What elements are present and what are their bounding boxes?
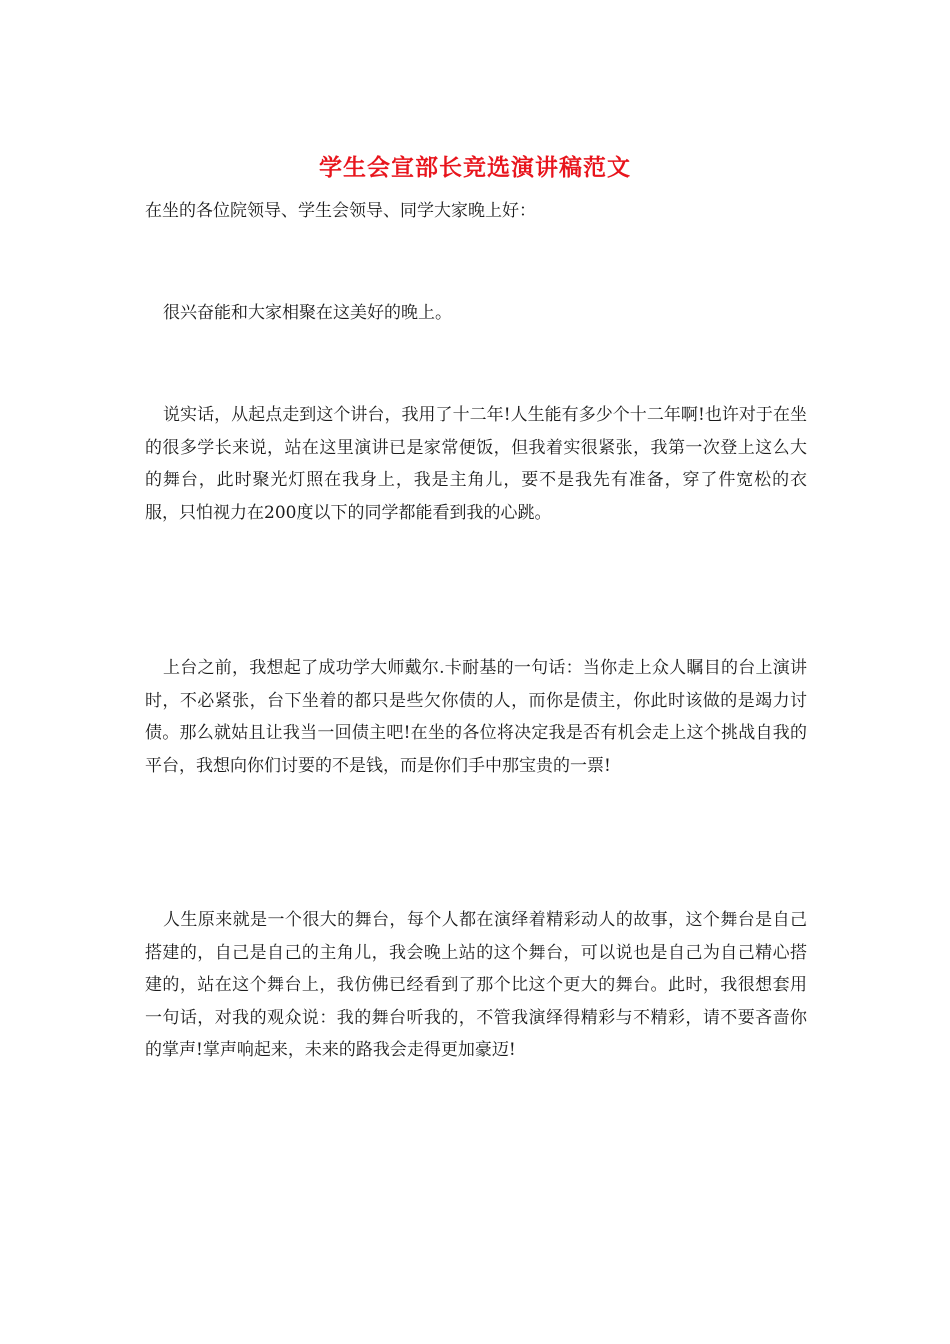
paragraph-2: 说实话，从起点走到这个讲台，我用了十二年!人生能有多少个十二年啊!也许对于在坐的很多学长来说，站在这里演讲已是家常便饭，但我着实很紧张，我第一次登上这么大的舞台，此时聚光灯照在我身上，我是主角儿，要不是我先有准备，穿了件宽松的衣服，只怕视力在200度以下的同学都能看到我的心跳。 (145, 405, 807, 523)
salutation: 在坐的各位院领导、学生会领导、同学大家晚上好： (145, 201, 536, 221)
paragraph-1: 很兴奋能和大家相聚在这美好的晚上。 (163, 303, 452, 323)
paragraph-4: 人生原来就是一个很大的舞台，每个人都在演绎着精彩动人的故事，这个舞台是自己搭建的，自己是自己的主角儿，我会晚上站的这个舞台，可以说也是自己为自己精心搭建的，站在这个舞台上，我仿佛已经看到了那个比这个更大的舞台。此时，我很想套用一句话，对我的观众说：我的舞台听我的，不管我演绎得精彩与不精彩，请不要吝啬你的掌声!掌声响起来，未来的路我会走得更加豪迈! (145, 910, 807, 1060)
document-title: 学生会宣部长竞选演讲稿范文 (319, 154, 631, 181)
paragraph-3: 上台之前，我想起了成功学大师戴尔.卡耐基的一句话：当你走上众人瞩目的台上演讲时，不必紧张，台下坐着的都只是些欠你债的人，而你是债主，你此时该做的是竭力讨债。那么就姑且让我当一回债主吧!在坐的各位将决定我是否有机会走上这个挑战自我的平台，我想向你们讨要的不是钱，而是你们手中那宝贵的一票! (145, 658, 807, 776)
